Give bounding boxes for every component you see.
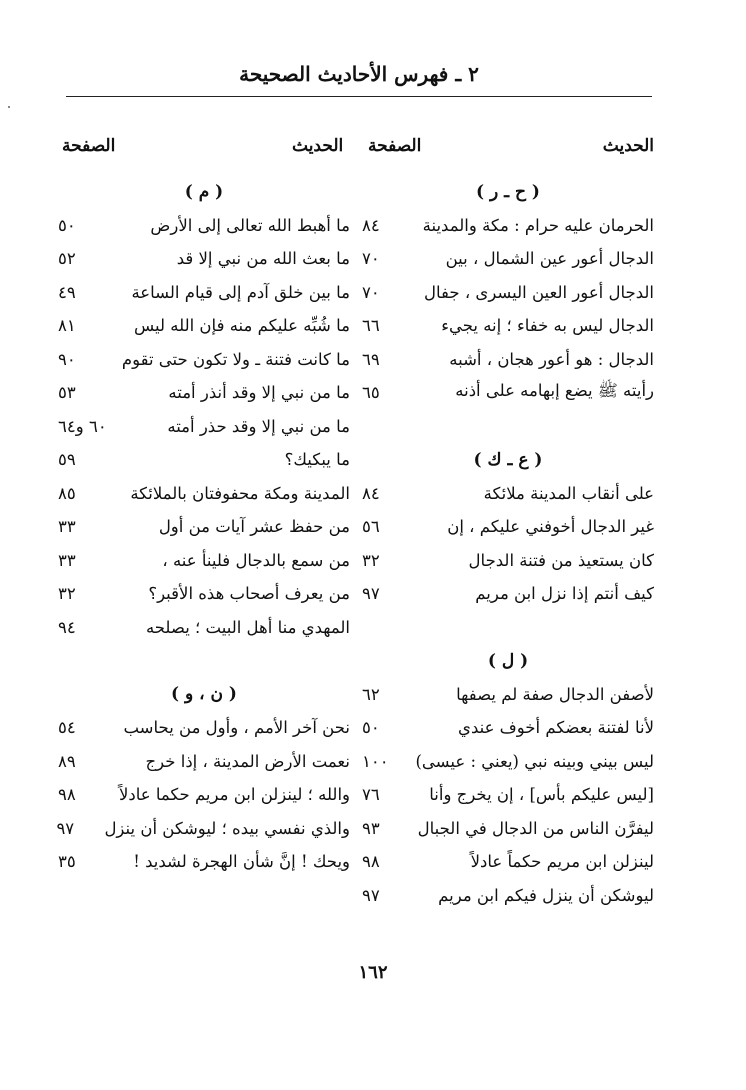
index-entry [58,209,350,243]
hadith-text: لينزلن ابن مريم حكماً عادلاً [470,852,654,872]
page-ref: ٥٦ [362,517,380,537]
page-ref: ٦٩ [362,349,380,369]
page-ref: ٣٣ [58,550,76,570]
hadith-text: ليفرَّن الناس من الدجال في الجبال [417,818,654,838]
hadith-text: على أنقاب المدينة ملائكة [483,483,654,503]
hadith-text: والله ؛ لينزلن ابن مريم حكما عادلاً [118,785,350,805]
page-ref: ٩٨ [58,785,76,805]
index-entry [58,343,350,377]
hadith-text: لأصفن الدجال صفة لم يصفها [456,684,654,704]
hadith-text: الدجال أعور عين الشمال ، بين [445,249,654,269]
index-entry [362,845,654,879]
index-entry [362,376,654,410]
index-entry [362,711,654,745]
index-entry [58,845,350,879]
index-entry [362,209,654,243]
left-page-header: الصفحة [62,136,116,156]
spacer [362,611,654,645]
hadith-text: لأنا لفتنة بعضكم أخوف عندي [458,718,654,738]
hadith-text: كان يستعيذ من فتنة الدجال [468,550,654,570]
hadith-text: ما أهبط الله تعالى إلى الأرض [150,215,350,235]
hadith-text: ليوشكن أن ينزل فيكم ابن مريم [438,885,654,905]
hadith-text: الحرمان عليه حرام : مكة والمدينة [422,215,654,235]
page-ref: ٩٤ [58,617,76,637]
hadith-text: ليس بيني وبينه نبي (يعني : عيسى) [415,751,654,771]
page-ref: ٣٥ [58,852,76,872]
section-heading: ( ن ، و ) [171,684,237,705]
index-entry [362,879,654,913]
hadith-text: المهدي منا أهل البيت ؛ يصلحه [145,617,350,637]
right-index-column [362,175,654,912]
index-entry [58,276,350,310]
page-ref: ٩٧ [362,885,380,905]
page-ref: ٦٠ و٦٤ [58,416,107,436]
index-entry [362,577,654,611]
page-number: ١٦٢ [358,962,388,983]
hadith-text: من يعرف أصحاب هذه الأقبر؟ [148,584,350,604]
page-ref: ١٠٠ [362,751,389,771]
header-rule [66,96,652,97]
hadith-text: من سمع بالدجال فلينأ عنه ، [162,550,350,570]
page-ref: ٥٠ [58,215,76,235]
index-entry [58,410,350,444]
hadith-text: ما بين خلق آدم إلى قيام الساعة [131,282,350,302]
page-ref: ٨٩ [58,751,76,771]
page-ref: ٩٨ [362,852,380,872]
hadith-text: الدجال : هو أعور هجان ، أشبه [449,349,654,369]
page-ref: ٣٢ [362,550,380,570]
right-hadith-header: الحديث [602,136,654,156]
page-ref: ٧٠ [362,249,380,269]
hadith-text: نعمت الأرض المدينة ، إذا خرج [145,751,350,771]
left-hadith-header: الحديث [292,136,344,156]
hadith-text: من حفظ عشر آيات من أول [158,517,350,537]
hadith-text: الدجال أعور العين اليسرى ، جفال [424,282,654,302]
index-entry [362,309,654,343]
page-ref: ٣٣ [58,517,76,537]
index-entry [362,812,654,846]
section-heading: ( ع ـ ك ) [473,449,543,470]
hadith-text: كيف أنتم إذا نزل ابن مريم [475,584,654,604]
hadith-text: ما من نبي إلا وقد حذر أمته [167,416,350,436]
index-entry [362,678,654,712]
page-ref: ٦٦ [362,316,380,336]
hadith-text: المدينة ومكة محفوفتان بالملائكة [130,483,350,503]
page-ref: ٣٢ [58,584,76,604]
index-entry [58,309,350,343]
index-entry [58,376,350,410]
page-ref: ٩٧ [56,818,75,838]
hadith-text: رأيته ﷺ يضع إبهامه على أذنه [455,380,654,400]
margin-mark [8,106,10,108]
section-heading: ( م ) [184,181,224,202]
page-ref: ٨٤ [362,483,380,503]
hadith-text: ما شُبِّه عليكم منه فإن الله ليس [133,316,350,336]
page-ref: ٥٣ [58,383,76,403]
page-ref: ٨٥ [58,483,76,503]
index-entry [58,443,350,477]
index-entry [58,510,350,544]
index-entry [58,778,350,812]
hadith-text: ما يبكيك؟ [284,450,350,470]
hadith-text: والذي نفسي بيده ؛ ليوشكن أن ينزل [104,818,350,838]
page-ref: ٤٩ [58,282,76,302]
index-entry [58,242,350,276]
index-entry [362,778,654,812]
index-entry [58,544,350,578]
page-ref: ٥٤ [58,718,76,738]
page-ref: ٩٣ [362,818,380,838]
hadith-text: غير الدجال أخوفني عليكم ، إن [447,517,654,537]
left-index-column [58,175,350,879]
index-entry [58,711,350,745]
spacer [58,644,350,678]
spacer [362,410,654,444]
page-ref: ٥٩ [58,450,76,470]
page-ref: ٨١ [58,316,76,336]
index-entry [362,276,654,310]
page-ref: ٩٠ [58,349,76,369]
index-entry [58,577,350,611]
index-entry [362,745,654,779]
hadith-text: [ليس عليكم بأس] ، إن يخرج وأنا [429,785,654,805]
index-entry [362,544,654,578]
page-ref: ٥٢ [58,249,76,269]
right-page-header: الصفحة [368,136,422,156]
hadith-text: نحن آخر الأمم ، وأول من يحاسب [123,718,350,738]
hadith-text: ما من نبي إلا وقد أنذر أمته [168,383,350,403]
index-entry [58,611,350,645]
page-ref: ٦٥ [362,383,380,403]
page-ref: ٥٠ [362,718,380,738]
running-title: ٢ ـ فهرس الأحاديث الصحيحة [239,62,479,86]
page-ref: ٩٧ [362,584,380,604]
index-entry [362,343,654,377]
index-entry [58,745,350,779]
index-entry [58,812,350,846]
index-entry [362,510,654,544]
index-entry [362,477,654,511]
page-ref: ٧٠ [362,282,380,302]
hadith-text: ما كانت فتنة ـ ولا تكون حتى تقوم [121,349,350,369]
section-heading: ( ح ـ ر ) [476,181,540,202]
page-ref: ٦٢ [362,684,380,704]
index-entry [362,242,654,276]
page-ref: ٧٦ [362,785,380,805]
hadith-text: ويحك ! إنَّ شأن الهجرة لشديد ! [133,852,350,872]
hadith-text: ما بعث الله من نبي إلا قد [176,249,350,269]
section-heading: ( ل ) [487,650,529,671]
page-ref: ٨٤ [362,215,380,235]
hadith-text: الدجال ليس به خفاء ؛ إنه يجيء [441,316,654,336]
index-entry [58,477,350,511]
